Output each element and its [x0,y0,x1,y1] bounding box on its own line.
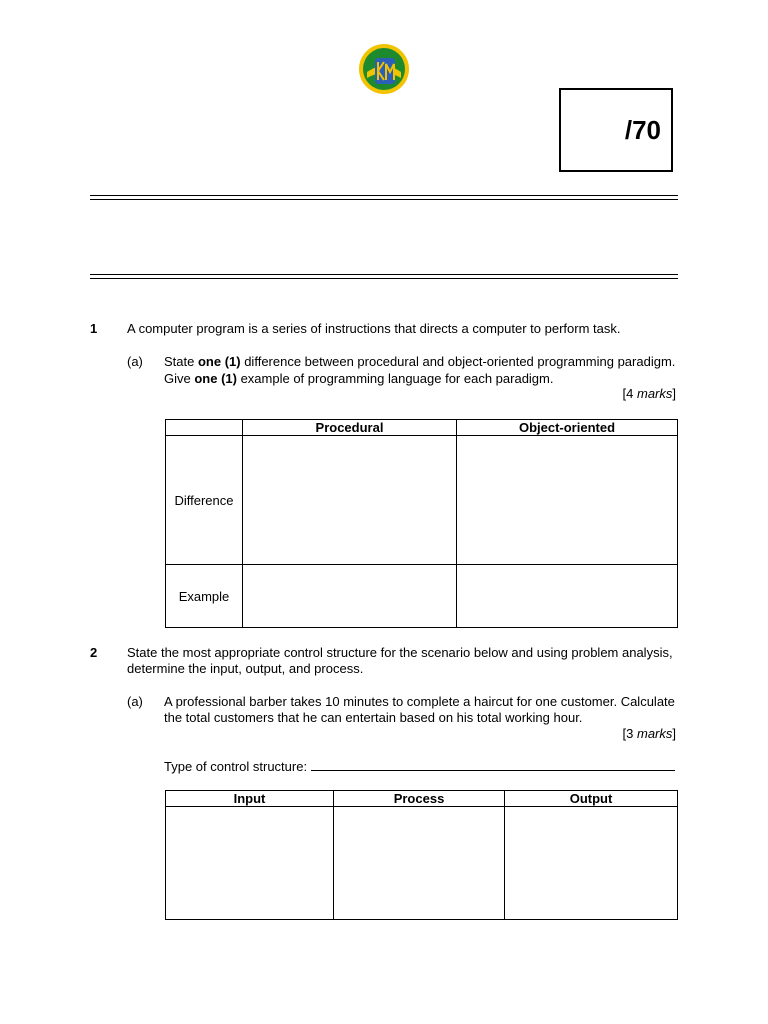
question-1a-marks [623,386,676,401]
question-2a-marks [623,726,676,741]
q2a-marks-open: [3 [622,726,637,741]
question-1a-line-2 [164,371,553,386]
question-2-answer-table [165,790,678,920]
row-label-example: Example [166,565,243,628]
question-1a-line-1 [164,354,675,369]
header-rule-bottom [90,274,678,279]
question-2-stem-line-2: determine the input, output, and process. [127,661,364,676]
table-header-output: Output [505,791,678,807]
table-header-object-oriented: Object-oriented [457,420,678,436]
q1a-marks-close: ] [672,386,676,401]
q2a-marks-close: ] [672,726,676,741]
table-header-procedural: Procedural [243,420,457,436]
table-header-empty [166,420,243,436]
control-structure-line [164,758,675,774]
q1a-marks-word: marks [636,386,673,401]
header-rule-top [90,195,678,200]
table-header-row [166,420,678,436]
q2a-marks-word: marks [636,726,673,741]
q1a-line1-bold: one (1) [197,354,241,369]
table-row [166,565,678,628]
question-1a-label: (a) [127,354,143,369]
q1a-marks-open: [4 [622,386,637,401]
control-structure-answer-blank[interactable] [311,758,675,771]
q1a-line2-pre: Give [164,371,195,386]
question-2-stem-line-1: State the most appropriate control structure for the scenario below and using problem analysis, [127,645,673,660]
question-1-number: 1 [90,321,98,336]
table-row [166,436,678,565]
answer-cell-procedural-example[interactable] [243,565,457,628]
question-2a-label: (a) [127,694,143,709]
question-2-number: 2 [90,645,98,660]
score-box [559,88,673,172]
q1a-line2-post: example of programming language for each paradigm. [236,371,554,386]
score-total: /70 [624,114,661,145]
question-1-answer-table [165,419,678,628]
answer-cell-input[interactable] [166,807,334,920]
control-structure-label: Type of control structure: [164,759,308,774]
q1a-line1-pre: State [164,354,198,369]
q1a-line1-post: difference between procedural and object-oriented programming paradigm. [240,354,676,369]
question-2a-line-1: A professional barber takes 10 minutes to complete a haircut for one customer. Calculate [164,694,675,709]
table-header-process: Process [334,791,505,807]
answer-cell-procedural-difference[interactable] [243,436,457,565]
answer-cell-oo-example[interactable] [457,565,678,628]
question-2a-line-2: the total customers that he can entertain based on his total working hour. [164,710,583,725]
answer-cell-process[interactable] [334,807,505,920]
table-header-input: Input [166,791,334,807]
answer-cell-oo-difference[interactable] [457,436,678,565]
answer-cell-output[interactable] [505,807,678,920]
row-label-difference: Difference [166,436,243,565]
q1a-line2-bold: one (1) [194,371,237,386]
question-1-stem: A computer program is a series of instructions that directs a computer to perform task. [127,321,621,336]
table-header-row [166,791,678,807]
table-row [166,807,678,920]
school-logo [357,42,411,96]
